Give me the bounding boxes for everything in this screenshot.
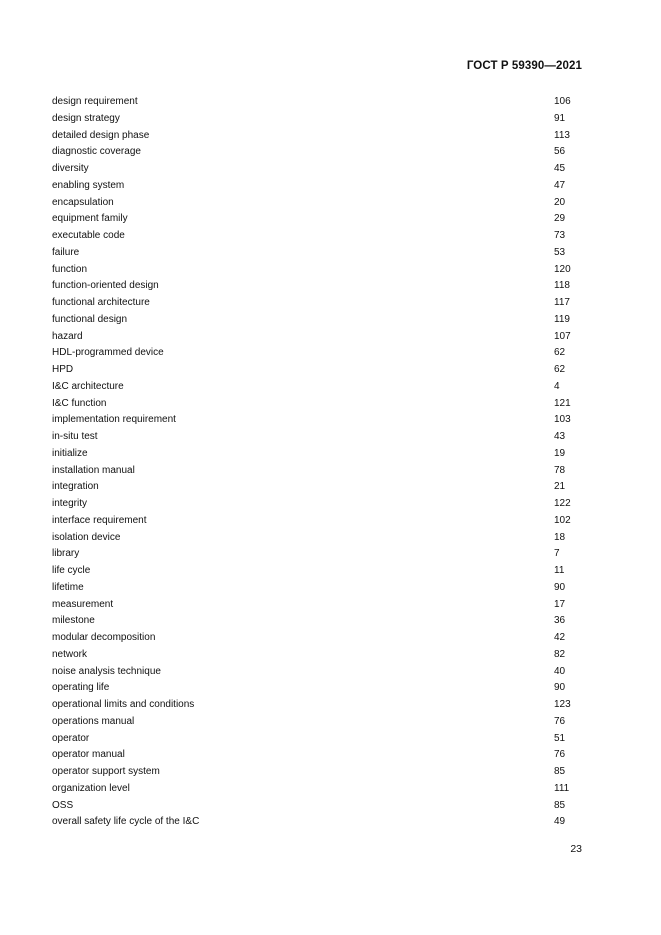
index-term: I&C function — [52, 397, 107, 409]
index-reference-number: 111 — [554, 782, 570, 794]
index-term: isolation device — [52, 531, 121, 543]
index-entry — [52, 262, 612, 279]
index-term: library — [52, 548, 80, 560]
index-term: encapsulation — [52, 196, 114, 208]
index-entry — [52, 128, 612, 145]
index-entry — [52, 597, 612, 614]
index-entry — [52, 647, 612, 664]
index-reference-number: 121 — [554, 397, 571, 409]
index-term: operational limits and conditions — [52, 699, 195, 710]
index-entry — [52, 379, 612, 396]
index-entry — [52, 446, 612, 463]
index-entry — [52, 714, 612, 731]
index-term: operator manual — [52, 749, 125, 761]
index-term: equipment family — [52, 213, 128, 225]
index-reference-number: 43 — [554, 431, 566, 442]
index-entry — [52, 513, 612, 530]
index-reference-number: 76 — [554, 715, 566, 727]
index-entry — [52, 178, 612, 195]
index-term: integration — [52, 481, 99, 493]
index-reference-number: 106 — [554, 96, 571, 107]
index-term: noise analysis technique — [52, 665, 161, 677]
index-term: OSS — [52, 799, 74, 811]
index-entry — [52, 94, 612, 111]
index-reference-number: 56 — [554, 146, 566, 158]
index-term: organization level — [52, 782, 130, 794]
index-entry — [52, 496, 612, 513]
index-term: operations manual — [52, 715, 135, 727]
index-entry — [52, 697, 612, 714]
index-reference-number: 4 — [554, 380, 560, 392]
index-entry — [52, 530, 612, 547]
index-term: design requirement — [52, 96, 138, 107]
index-term: failure — [52, 246, 80, 258]
index-term: operator support system — [52, 766, 160, 777]
index-reference-number: 119 — [554, 313, 570, 325]
index-reference-number: 90 — [554, 581, 566, 593]
index-entry — [52, 111, 612, 128]
index-term: operator — [52, 732, 90, 744]
index-reference-number: 113 — [554, 129, 570, 141]
index-term: milestone — [52, 615, 95, 627]
index-term: enabling system — [52, 179, 125, 191]
index-entry — [52, 412, 612, 429]
index-term: modular decomposition — [52, 632, 156, 643]
index-entry — [52, 312, 612, 329]
index-entry — [52, 211, 612, 228]
index-reference-number: 103 — [554, 414, 571, 426]
index-entry — [52, 546, 612, 563]
index-reference-number: 18 — [554, 531, 566, 543]
index-term: functional design — [52, 313, 128, 325]
index-reference-number: 47 — [554, 179, 566, 191]
index-term: implementation requirement — [52, 414, 176, 426]
index-term: HPD — [52, 364, 74, 375]
index-entry — [52, 295, 612, 312]
index-reference-number: 118 — [554, 280, 570, 292]
index-term: function — [52, 263, 88, 275]
index-reference-number: 62 — [554, 347, 566, 359]
index-reference-number: 53 — [554, 246, 566, 258]
index-entry — [52, 245, 612, 262]
index-reference-number: 62 — [554, 364, 566, 375]
index-entry — [52, 463, 612, 480]
index-entry — [52, 362, 612, 379]
index-entry — [52, 228, 612, 245]
index-reference-number: 17 — [554, 598, 566, 610]
index-entry — [52, 345, 612, 362]
index-reference-number: 49 — [554, 816, 566, 828]
index-term: initialize — [52, 447, 88, 459]
index-reference-number: 82 — [554, 648, 566, 660]
index-term: life cycle — [52, 565, 91, 576]
index-reference-number: 78 — [554, 464, 566, 476]
index-entry — [52, 630, 612, 647]
term-index — [52, 94, 612, 831]
index-reference-number: 102 — [554, 514, 571, 526]
index-term: hazard — [52, 330, 83, 342]
index-term: overall safety life cycle of the I&C — [52, 816, 200, 828]
index-reference-number: 42 — [554, 632, 566, 643]
index-entry — [52, 329, 612, 346]
index-term: I&C architecture — [52, 380, 124, 392]
index-reference-number: 73 — [554, 230, 566, 241]
index-reference-number: 11 — [554, 565, 565, 576]
index-reference-number: 40 — [554, 665, 566, 677]
index-reference-number: 85 — [554, 766, 566, 777]
index-reference-number: 90 — [554, 682, 566, 694]
index-term: executable code — [52, 230, 125, 241]
index-term: interface requirement — [52, 514, 147, 526]
index-term: function-oriented design — [52, 280, 159, 292]
index-reference-number: 51 — [554, 732, 566, 744]
index-reference-number: 76 — [554, 749, 566, 761]
index-reference-number: 122 — [554, 498, 571, 509]
index-entry — [52, 278, 612, 295]
document-header: ГОСТ Р 59390—2021 — [466, 60, 582, 72]
index-entry — [52, 195, 612, 212]
index-term: installation manual — [52, 464, 135, 476]
index-reference-number: 45 — [554, 163, 566, 174]
index-term: in-situ test — [52, 431, 98, 442]
index-reference-number: 36 — [554, 615, 566, 627]
index-entry — [52, 580, 612, 597]
index-entry — [52, 144, 612, 161]
index-reference-number: 29 — [554, 213, 566, 225]
index-entry — [52, 798, 612, 815]
index-term: diagnostic coverage — [52, 146, 141, 158]
index-entry — [52, 680, 612, 697]
index-term: operating life — [52, 682, 110, 694]
index-entry — [52, 781, 612, 798]
index-entry — [52, 613, 612, 630]
index-entry — [52, 731, 612, 748]
index-term: integrity — [52, 498, 88, 509]
index-reference-number: 117 — [554, 297, 570, 308]
index-reference-number: 120 — [554, 263, 571, 275]
index-term: measurement — [52, 598, 114, 610]
index-term: diversity — [52, 163, 89, 174]
index-term: detailed design phase — [52, 129, 150, 141]
index-reference-number: 20 — [554, 196, 566, 208]
index-term: functional architecture — [52, 297, 150, 308]
index-reference-number: 123 — [554, 699, 571, 710]
index-entry — [52, 563, 612, 580]
index-reference-number: 7 — [554, 548, 560, 560]
index-reference-number: 21 — [554, 481, 566, 493]
index-term: network — [52, 648, 88, 660]
index-reference-number: 85 — [554, 799, 566, 811]
index-entry — [52, 429, 612, 446]
index-entry — [52, 161, 612, 178]
index-entry — [52, 479, 612, 496]
index-term: HDL-programmed device — [52, 347, 164, 359]
index-entry — [52, 747, 612, 764]
index-term: design strategy — [52, 112, 120, 124]
index-reference-number: 107 — [554, 330, 571, 342]
index-reference-number: 19 — [554, 447, 566, 459]
index-term: lifetime — [52, 581, 84, 593]
index-entry — [52, 814, 612, 831]
index-entry — [52, 664, 612, 681]
page-number: 23 — [570, 843, 582, 855]
index-entry — [52, 764, 612, 781]
index-reference-number: 91 — [554, 112, 566, 124]
index-entry — [52, 396, 612, 413]
